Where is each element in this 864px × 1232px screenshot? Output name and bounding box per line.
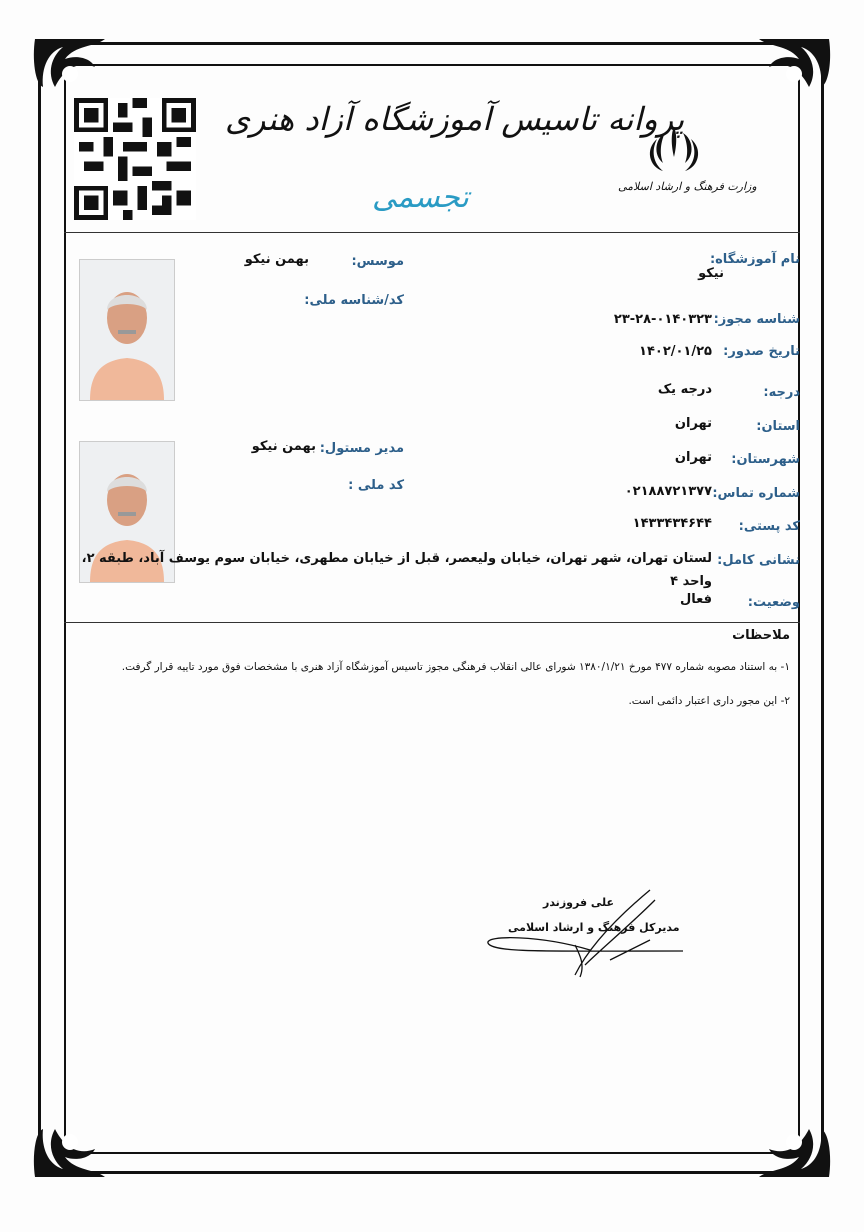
grade-label: درجه: bbox=[763, 385, 800, 400]
founder-photo bbox=[79, 259, 175, 401]
province-value: تهران bbox=[674, 416, 712, 431]
manager-value: بهمن نیکو bbox=[251, 439, 316, 454]
signatory-title: مدیرکل فرهنگ و ارشاد اسلامی bbox=[508, 921, 680, 934]
manager-id-label: کد ملی : bbox=[348, 478, 404, 493]
corner-ornament-icon bbox=[30, 1062, 150, 1182]
status-label: وضعیت: bbox=[747, 595, 800, 610]
manager-label: مدیر مستول: bbox=[319, 441, 404, 456]
postal-code-label: کد پستی: bbox=[738, 519, 800, 534]
certificate-title: پروانه تاسیس آموزشگاه آزاد هنری bbox=[225, 100, 685, 138]
certificate-subtitle: تجسمی bbox=[372, 180, 469, 215]
founder-label: موسس: bbox=[351, 254, 404, 269]
address-value-line2: واحد ۴ bbox=[670, 574, 712, 589]
address-value: لستان تهران، شهر تهران، خیابان ولیعصر، قبل از خیابان مطهری، خیابان سوم یوسف آباد، طبقه ۲، bbox=[81, 551, 712, 566]
phone-label: شماره تماس: bbox=[712, 486, 800, 501]
license-id-label: شناسه مجوز: bbox=[713, 312, 800, 327]
phone-value: ۰۲۱۸۸۷۲۱۳۷۷ bbox=[624, 484, 712, 499]
school-name-value: نیکو bbox=[698, 266, 724, 281]
iran-emblem-icon bbox=[645, 125, 703, 175]
signatory-name: علی فروزندر bbox=[543, 896, 614, 909]
signature-icon bbox=[480, 885, 690, 980]
city-value: تهران bbox=[674, 450, 712, 465]
founder-value: بهمن نیکو bbox=[244, 252, 309, 267]
city-label: شهرستان: bbox=[731, 452, 800, 467]
header-divider bbox=[64, 232, 800, 233]
address-label: نشانی کامل: bbox=[717, 553, 800, 568]
inner-border bbox=[64, 64, 800, 1154]
ministry-name: وزارت فرهنگ و ارشاد اسلامی bbox=[618, 180, 757, 193]
corner-ornament-icon bbox=[714, 1062, 834, 1182]
grade-value: درجه یک bbox=[657, 382, 712, 397]
school-name-label: نام آموزشگاه: bbox=[709, 252, 800, 267]
issue-date-label: تاریخ صدور: bbox=[723, 344, 800, 359]
license-id-value: ۲۳-۲۸-۰۱۴۰۳۲۳ bbox=[613, 312, 712, 327]
founder-id-label: کد/شناسه ملی: bbox=[304, 293, 404, 308]
qr-code-icon bbox=[74, 98, 196, 220]
note-item: ۱- به استناد مصوبه شماره ۴۷۷ مورخ ۱۳۸۰/۱/۲۱ شورای عالی انقلاب فرهنگی مجوز تاسیس آموزشگاه آزاد هنری با مشخصات فوق مورد تاییه قرار گرفت. bbox=[121, 661, 790, 673]
notes-divider bbox=[64, 622, 800, 623]
status-value: فعال bbox=[679, 592, 712, 607]
province-label: استان: bbox=[756, 419, 800, 434]
note-item: ۲- این مجور داری اعتبار دائمی است. bbox=[628, 695, 790, 707]
notes-title: ملاحظات bbox=[732, 628, 790, 643]
corner-ornament-icon bbox=[714, 34, 834, 154]
issue-date-value: ۱۴۰۲/۰۱/۲۵ bbox=[639, 344, 712, 359]
postal-code-value: ۱۴۳۳۴۳۴۶۴۴ bbox=[632, 516, 712, 531]
